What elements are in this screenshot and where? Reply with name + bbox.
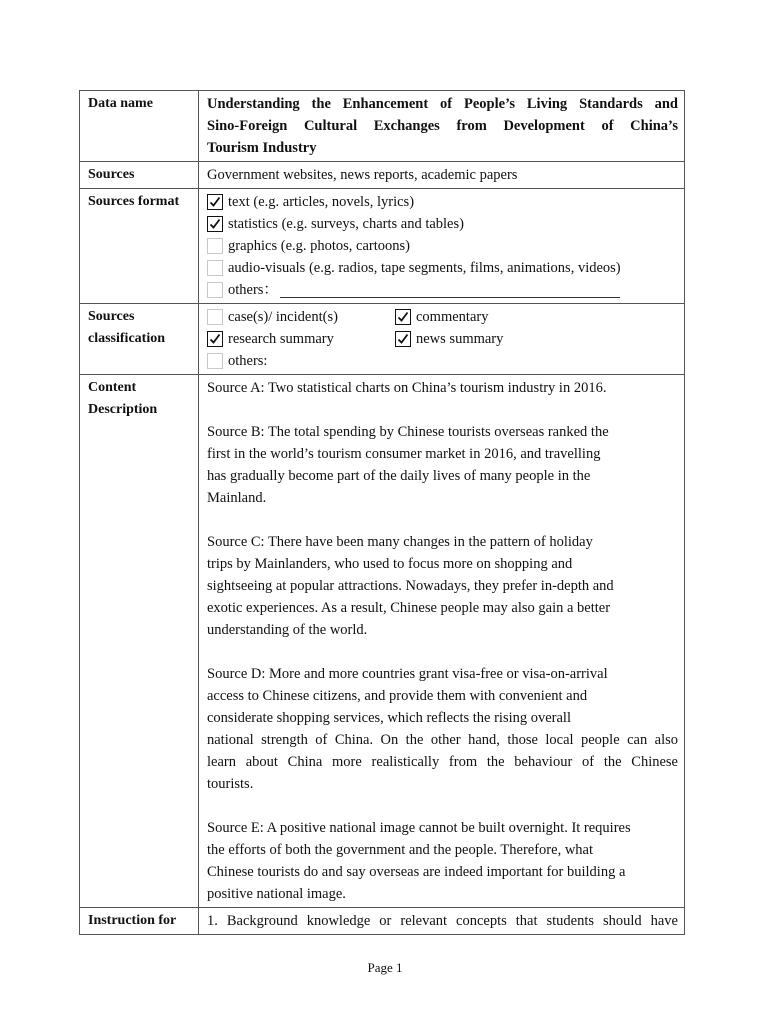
option-label: others：: [228, 282, 278, 298]
source-line: understanding of the world.: [207, 622, 368, 638]
title-line: Tourism Industry: [207, 140, 317, 156]
classification-option-others[interactable]: [207, 350, 395, 372]
source-paragraph: [207, 531, 678, 641]
checkmark-icon: [397, 311, 409, 323]
sources-classification-label: [80, 304, 199, 375]
classification-option-commentary[interactable]: [395, 306, 678, 328]
option-label: research summary: [228, 331, 334, 347]
option-label: news summary: [416, 331, 504, 347]
checkbox[interactable]: [207, 309, 223, 325]
checkmark-icon: [209, 333, 221, 345]
option-label: audio-visuals (e.g. radios, tape segments, films, animations, videos): [228, 260, 621, 276]
row-data-name: [80, 91, 685, 162]
source-line: trips by Mainlanders, who used to focus more on shopping and: [207, 556, 573, 572]
source-line: national strength of China. On the other hand, those local people can also: [207, 732, 678, 748]
format-option-graphics[interactable]: [207, 235, 678, 257]
row-instruction: [80, 908, 685, 935]
source-line: Source C: There have been many changes in the pattern of holiday: [207, 534, 593, 550]
source-paragraph: [207, 421, 678, 509]
checkbox[interactable]: [207, 353, 223, 369]
sources-value: Government websites, news reports, academic papers: [199, 162, 685, 189]
source-line: has gradually become part of the daily lives of many people in the: [207, 468, 591, 484]
title-line: Sino-Foreign Cultural Exchanges from Development of China’s: [207, 118, 678, 134]
checkbox[interactable]: [207, 260, 223, 276]
content-description-label: [80, 375, 199, 908]
option-label: others:: [228, 353, 268, 369]
source-line: exotic experiences. As a result, Chinese people may also gain a better: [207, 600, 611, 616]
checkbox[interactable]: [395, 331, 411, 347]
checkmark-icon: [209, 218, 221, 230]
source-paragraph: [207, 377, 678, 399]
sources-format-options: [199, 189, 685, 304]
format-option-others[interactable]: [207, 279, 678, 301]
checkbox[interactable]: [207, 194, 223, 210]
checkbox[interactable]: [207, 238, 223, 254]
format-option-text[interactable]: [207, 191, 678, 213]
source-line: Mainland.: [207, 490, 267, 506]
format-option-audio-visuals[interactable]: [207, 257, 678, 279]
source-line: tourists.: [207, 776, 254, 792]
row-sources: [80, 162, 685, 189]
instruction-label: Instruction for: [80, 908, 199, 935]
source-line: access to Chinese citizens, and provide them with convenient and: [207, 688, 588, 704]
checkmark-icon: [397, 333, 409, 345]
row-sources-format: [80, 189, 685, 304]
checkmark-icon: [209, 196, 221, 208]
label-line: Sources: [88, 309, 135, 324]
classification-option-news-summary[interactable]: [395, 328, 678, 350]
source-line: positive national image.: [207, 886, 346, 902]
source-line: Source A: Two statistical charts on China’s tourism industry in 2016.: [207, 380, 607, 396]
option-label: commentary: [416, 309, 489, 325]
source-line: learn about China more realistically from the behaviour of the Chinese: [207, 754, 678, 770]
source-line: considerate shopping services, which reflects the rising overall: [207, 710, 571, 726]
checkbox[interactable]: [207, 216, 223, 232]
others-blank-line[interactable]: [280, 283, 620, 298]
label-line: classification: [88, 331, 165, 346]
option-label: text (e.g. articles, novels, lyrics): [228, 194, 415, 210]
checkbox[interactable]: [395, 309, 411, 325]
option-label: case(s)/ incident(s): [228, 309, 338, 325]
option-label: statistics (e.g. surveys, charts and tables): [228, 216, 464, 232]
title-line: Understanding the Enhancement of People’s Living Standards and: [207, 96, 678, 112]
data-name-label: Data name: [80, 91, 199, 162]
sources-classification-options: [199, 304, 685, 375]
source-paragraph: [207, 663, 678, 795]
content-description-text: [199, 375, 685, 908]
classification-option-research-summary[interactable]: [207, 328, 395, 350]
row-content-description: [80, 375, 685, 908]
sources-format-label: Sources format: [80, 189, 199, 304]
source-line: Source D: More and more countries grant visa-free or visa-on-arrival: [207, 666, 608, 682]
classification-grid: [207, 306, 678, 372]
instruction-value: 1. Background knowledge or relevant concepts that students should have: [199, 908, 685, 935]
sources-label: Sources: [80, 162, 199, 189]
source-line: sightseeing at popular attractions. Nowadays, they prefer in-depth and: [207, 578, 614, 594]
source-line: Source B: The total spending by Chinese tourists overseas ranked the: [207, 424, 609, 440]
source-line: first in the world’s tourism consumer market in 2016, and travelling: [207, 446, 601, 462]
option-label: graphics (e.g. photos, cartoons): [228, 238, 411, 254]
source-line: Source E: A positive national image cannot be built overnight. It requires: [207, 820, 631, 836]
data-name-title: [199, 91, 685, 162]
source-line: the efforts of both the government and the people. Therefore, what: [207, 842, 593, 858]
checkbox[interactable]: [207, 331, 223, 347]
row-sources-classification: [80, 304, 685, 375]
data-form-table: [79, 90, 685, 935]
format-option-statistics[interactable]: [207, 213, 678, 235]
source-line: Chinese tourists do and say overseas are indeed important for building a: [207, 864, 626, 880]
label-line: Description: [88, 402, 158, 417]
label-line: Content: [88, 380, 137, 395]
source-paragraph: [207, 817, 678, 905]
checkbox[interactable]: [207, 282, 223, 298]
classification-option-cases[interactable]: [207, 306, 395, 328]
page-number: Page 1: [367, 960, 403, 975]
